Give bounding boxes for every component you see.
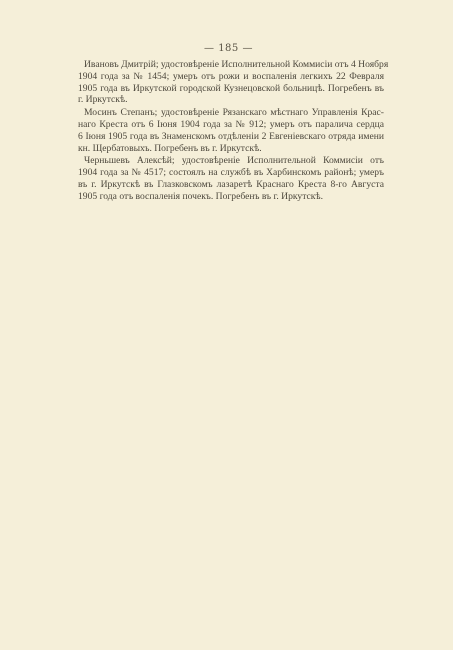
entry-line: 1904 года за № 1454; умеръ отъ рожи и воспаленія легкихъ 22 Февраля [78,70,384,82]
entry-line: 6 Іюня 1905 года въ Знаменскомъ отдѣленіи 2 Евгеніевскаго отряда имени [78,130,384,142]
page-number: — 185 — [204,43,253,54]
entry-line: въ г. Иркутскѣ въ Глазковскомъ лазаретѣ Краснаго Креста 8-го Августа [78,178,384,190]
entry-ivanov [78,59,389,106]
page-edge [453,0,457,650]
entry-mosin [78,107,384,154]
entry-line: г. Иркутскѣ. [78,94,128,106]
entry-line: 1905 года въ Иркутской городской Кузнецовской больницѣ. Погребенъ въ [78,82,384,94]
entry-line: Мосинъ Степанъ; удостовѣреніе Рязанскаго мѣстнаго Управленія Крас- [84,107,384,119]
entry-chernyshev [78,155,384,202]
text-body [78,59,389,204]
entry-line: Черньшевъ Алексѣй; удостовѣреніе Исполнительной Коммисіи отъ [84,155,384,167]
entry-line: наго Креста отъ 6 Іюня 1904 года за № 912; умеръ отъ паралича сердца [78,118,384,130]
entry-line: кн. Щербатовыхъ. Погребенъ въ г. Иркутскѣ. [78,142,262,154]
entry-line: 1905 года отъ воспаленія почекъ. Погребенъ въ г. Иркутскѣ. [78,190,324,202]
entry-line: 1904 года за № 4517; состоялъ на службѣ въ Харбинскомъ районѣ; умеръ [78,167,384,179]
entry-line: Ивановъ Дмитрій; удостовѣреніе Исполнительной Коммисіи отъ 4 Ноября [84,59,389,70]
